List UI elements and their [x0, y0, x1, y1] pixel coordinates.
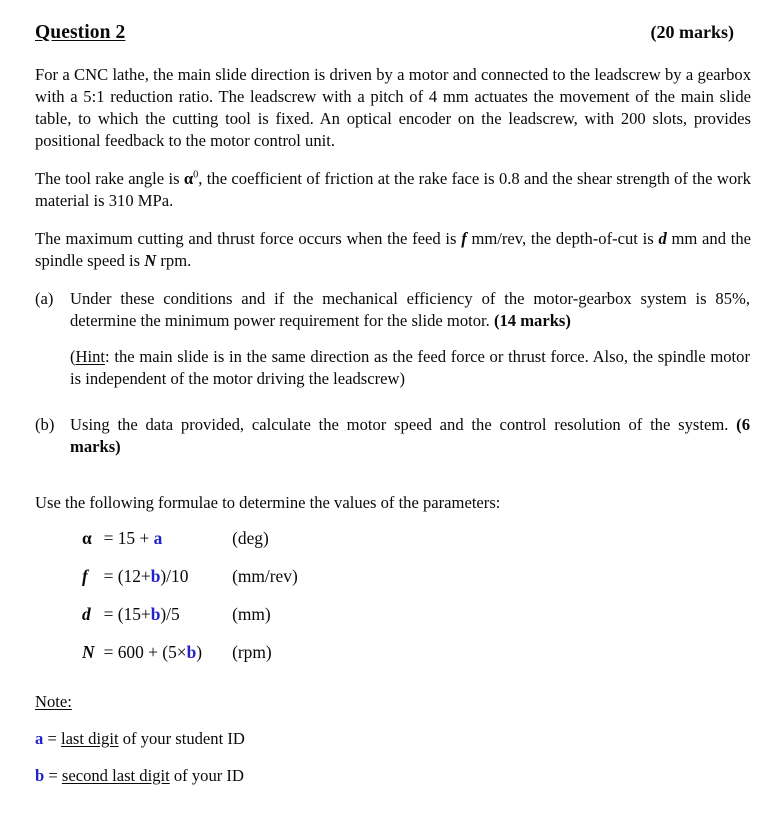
force-text-part2: mm/rev, the depth-of-cut is [466, 228, 659, 248]
part-a-hint [70, 346, 750, 390]
note-variable-a: a [35, 728, 44, 748]
speed-expr-post: ) [196, 641, 203, 662]
formula-table-body [82, 528, 298, 680]
speed-expr-pre: = 600 + (5× [103, 641, 187, 662]
force-text-part1: The maximum cutting and thrust force occurs when the feed is [35, 228, 462, 248]
feed-expr-pre: = (12+ [103, 565, 151, 586]
note-equals-b: = [44, 765, 62, 785]
depth-expr-pre: = (15+ [103, 603, 151, 624]
rake-angle-symbol: α [183, 168, 194, 188]
question-part-a [35, 288, 750, 390]
hint-label: Hint [75, 346, 106, 366]
depth-expr-post: )/5 [160, 603, 180, 624]
total-marks-label: (20 marks) [650, 22, 734, 42]
depth-symbol: d [658, 228, 667, 248]
formula-unit-alpha: (deg) [232, 527, 269, 548]
feed-expr-post: )/10 [160, 565, 189, 586]
degree-superscript: 0 [193, 169, 199, 181]
force-text-part4: rpm. [156, 250, 192, 270]
note-label: Note: [35, 691, 72, 711]
part-b-body [70, 414, 750, 458]
page-title: Question 2 [35, 22, 126, 43]
speed-symbol: N [144, 250, 157, 270]
question-part-b [35, 414, 750, 458]
intro-paragraph: For a CNC lathe, the main slide direction is driven by a motor and connected to the leadscrew by a gearbox with a 5:1 reduction ratio. The leadscrew with a pitch of 4 mm actuates the movement of the main slide table, to which the cutting tool is fixed. An optical encoder on the leadscrew, with 200 slots, provides positional feedback to the motor control unit. [35, 65, 751, 150]
formula-row-feed [82, 566, 298, 604]
part-a-marker: (a) [35, 288, 54, 308]
alpha-variable: a [153, 527, 163, 548]
part-b-marker: (b) [35, 414, 55, 434]
hint-text: : the main slide is in the same direction as the feed force or thrust force. Also, the spindle motor is independent of the motor driving the leadscrew) [70, 346, 750, 388]
part-a-marks: (14 marks) [493, 310, 571, 330]
formula-expression-depth [104, 604, 203, 642]
part-b-text: Using the data provided, calculate the motor speed and the control resolution of the system. [70, 414, 737, 434]
part-b-marks: (6 marks) [70, 414, 750, 456]
note-underlined-b: second last digit [61, 765, 170, 785]
formula-intro-text: Use the following formulae to determine the values of the parameters: [35, 492, 501, 512]
feed-variable: b [150, 565, 161, 586]
speed-variable: b [186, 641, 197, 662]
formula-expression-feed [104, 566, 203, 604]
formula-row-depth [82, 604, 298, 642]
formula-symbol-depth: d [82, 603, 91, 624]
formula-symbol-speed: N [82, 641, 95, 662]
feed-symbol: f [461, 228, 467, 248]
formula-symbol-alpha: α [82, 527, 92, 548]
formula-expression-alpha [104, 528, 203, 566]
part-a-text: Under these conditions and if the mechanical efficiency of the motor-gearbox system is 85%, determine the minimum power requirement for the slide motor. [70, 288, 750, 330]
formula-row-speed [82, 642, 298, 680]
depth-variable: b [150, 603, 161, 624]
force-text-part3: mm and the spindle speed is [35, 228, 751, 270]
formula-expression-speed [104, 642, 203, 680]
note-heading [35, 692, 750, 712]
note-line-a [35, 729, 750, 749]
note-variable-b: b [35, 765, 45, 785]
note-underlined-a: last digit [60, 728, 119, 748]
rake-angle-paragraph [35, 168, 751, 212]
note-line-b [35, 766, 750, 786]
formula-unit-depth: (mm) [232, 603, 271, 624]
formula-row-alpha [82, 528, 298, 566]
formula-unit-feed: (mm/rev) [232, 565, 298, 586]
formula-table [82, 528, 298, 680]
rake-text-part1: The tool rake angle is [35, 168, 184, 188]
formula-unit-speed: (rpm) [232, 641, 272, 662]
question-header [35, 22, 750, 44]
note-equals-a: = [43, 728, 61, 748]
note-rest-a: of your student ID [118, 728, 245, 748]
note-rest-b: of your ID [169, 765, 244, 785]
formula-symbol-feed: f [82, 565, 88, 586]
alpha-expr-pre: = 15 + [103, 527, 154, 548]
hint-open-paren: ( [70, 346, 76, 366]
rake-text-part2: , the coefficient of friction at the rake face is 0.8 and the shear strength of the work material is 310 MPa. [35, 168, 751, 210]
parts-spacer [35, 396, 750, 414]
part-a-body [70, 288, 750, 390]
force-paragraph [35, 228, 751, 272]
question-parts-list [35, 288, 750, 458]
